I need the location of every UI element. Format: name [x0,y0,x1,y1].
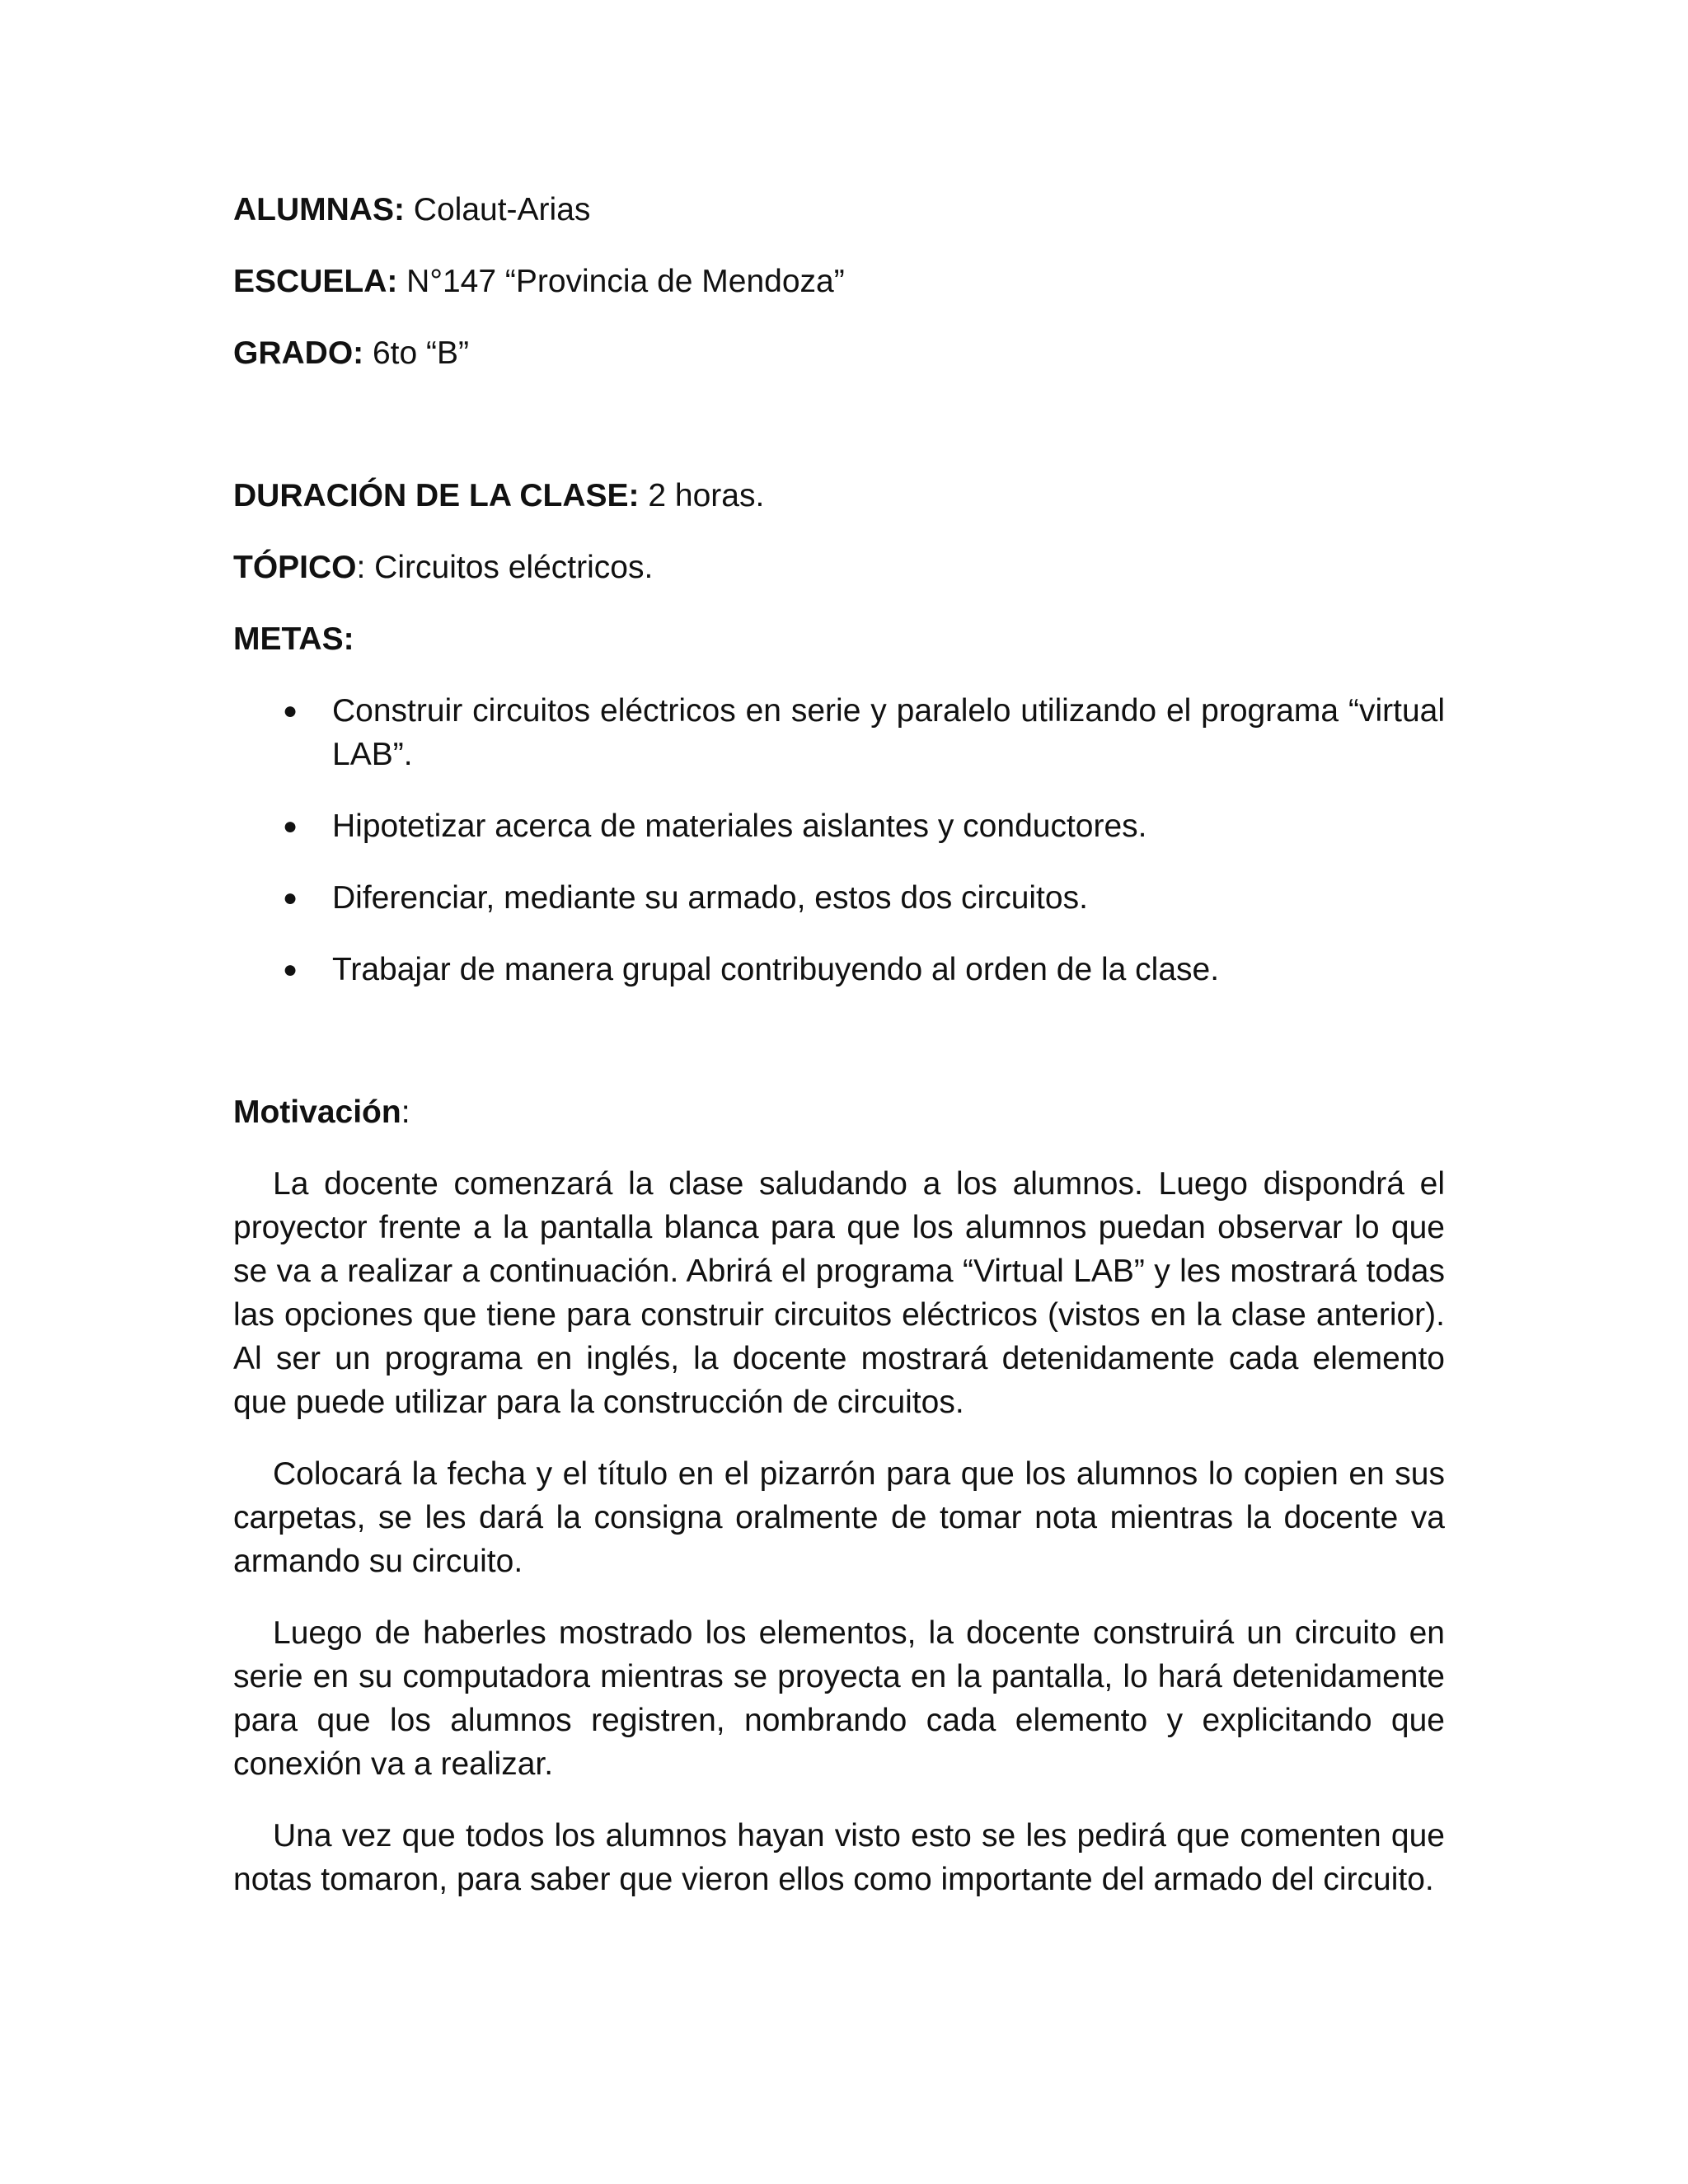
grado-label: GRADO: [233,335,364,371]
goals-list [233,689,1445,991]
escuela-line [233,260,1445,303]
motivacion-label: Motivación [233,1094,401,1130]
goal-text: Hipotetizar acerca de materiales aislantes y conductores. [332,808,1147,844]
duracion-label: DURACIÓN DE LA CLASE: [233,478,640,513]
list-item [233,804,1445,848]
topico-value: : Circuitos eléctricos. [356,550,654,585]
list-item [233,948,1445,991]
grado-line [233,331,1445,375]
motivacion-suffix: : [401,1094,410,1130]
duracion-line [233,474,1445,518]
paragraph: Luego de haberles mostrado los elementos, la docente construirá un circuito en serie en su computadora mientras se proyecta en la pantalla, lo hará detenidamente para que los alumnos registren, nombrando cada elemento y explicitando que conexión va a realizar. [233,1615,1445,1782]
alumnas-label: ALUMNAS: [233,192,405,227]
list-item [233,876,1445,920]
paragraph: Una vez que todos los alumnos hayan visto esto se les pedirá que comenten que notas tomaron, para saber que vieron ellos como importante del armado del circuito. [233,1818,1445,1897]
goal-text: Construir circuitos eléctricos en serie y paralelo utilizando el programa “virtual LAB”. [332,693,1445,772]
bullet-icon: ● [283,813,298,840]
alumnas-value: Colaut-Arias [404,192,591,227]
paragraph: La docente comenzará la clase saludando a los alumnos. Luego dispondrá el proyector frente a la pantalla blanca para que los alumnos puedan observar lo que se va a realizar a continuación. Abrirá el programa “Virtual LAB” y les mostrará todas las opciones que tiene para construir circuitos eléctricos (vistos en la clase anterior). Al ser un programa en inglés, la docente mostrará detenidamente cada elemento que puede utilizar para la construcción de circuitos. [233,1166,1445,1420]
metas-label: METAS: [233,621,354,657]
topico-line [233,546,1445,589]
bullet-icon: ● [283,884,298,912]
alumnas-line [233,188,1445,232]
list-item [233,689,1445,776]
goal-text: Trabajar de manera grupal contribuyendo al orden de la clase. [332,952,1220,987]
goal-text: Diferenciar, mediante su armado, estos dos circuitos. [332,880,1088,916]
bullet-icon: ● [283,697,298,724]
document-body [233,188,1445,1929]
duracion-value: 2 horas. [639,478,765,513]
topico-label: TÓPICO [233,550,357,585]
bullet-icon: ● [283,956,298,983]
escuela-value: N°147 “Provincia de Mendoza” [397,264,845,299]
escuela-label: ESCUELA: [233,264,398,299]
grado-value: 6to “B” [363,335,470,371]
paragraph: Colocará la fecha y el título en el pizarrón para que los alumnos lo copien en sus carpetas, se les dará la consigna oralmente de tomar nota mientras la docente va armando su circuito. [233,1456,1445,1579]
motivacion-heading [233,1090,1445,1134]
